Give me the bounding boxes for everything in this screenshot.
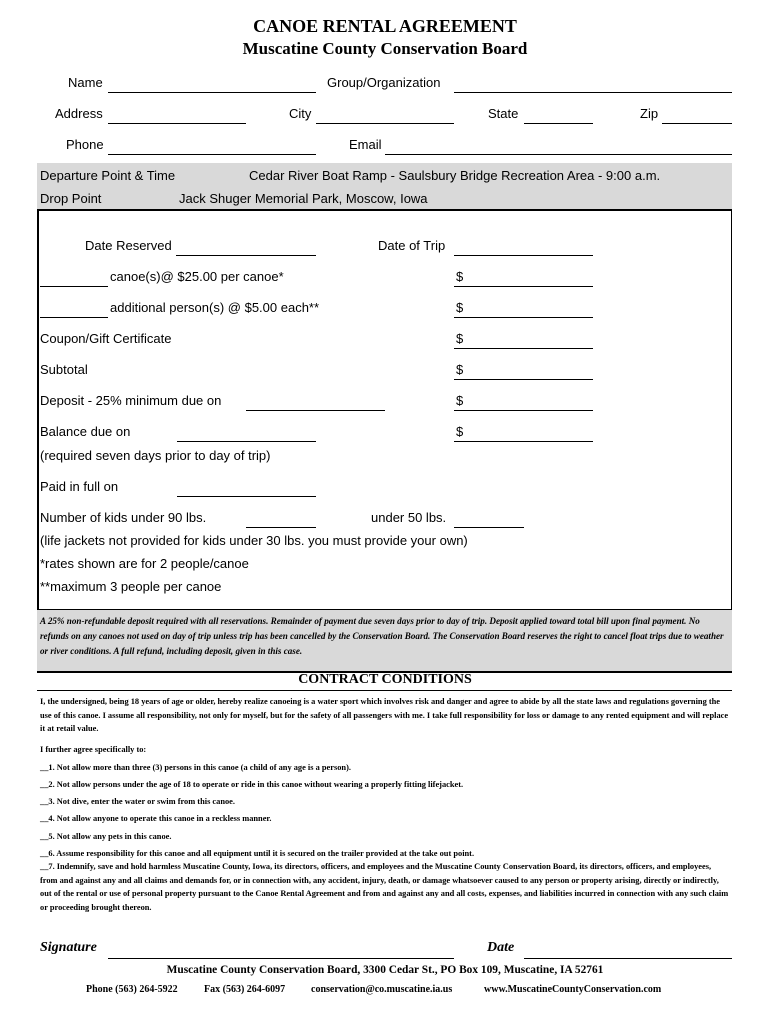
additional-count-field[interactable] bbox=[40, 317, 108, 318]
balance-note: (required seven days prior to day of trip) bbox=[40, 448, 271, 463]
under-50-label: under 50 lbs. bbox=[371, 510, 447, 525]
balance-date-field[interactable] bbox=[177, 441, 316, 442]
contract-heading: CONTRACT CONDITIONS bbox=[298, 672, 472, 687]
condition-4: __4. Not allow anyone to operate this canoe in a reckless manner. bbox=[40, 814, 272, 823]
canoes-amount-field[interactable] bbox=[454, 286, 593, 287]
additional-label: additional person(s) @ $5.00 each** bbox=[110, 300, 320, 315]
notice-top-rule bbox=[37, 609, 732, 610]
page-title: CANOE RENTAL AGREEMENT bbox=[253, 16, 517, 36]
footer-fax: Fax (563) 264-6097 bbox=[204, 984, 286, 995]
kids-under-90-label: Number of kids under 90 lbs. bbox=[40, 510, 207, 525]
signature-date-field[interactable] bbox=[524, 958, 732, 959]
footer-address: Muscatine County Conservation Board, 3300 Cedar St., PO Box 109, Muscatine, IA 52761 bbox=[166, 964, 604, 976]
state-field[interactable] bbox=[524, 123, 593, 124]
state-label: State bbox=[488, 106, 519, 121]
address-label: Address bbox=[55, 106, 103, 121]
balance-label: Balance due on bbox=[40, 424, 131, 439]
date-of-trip-label: Date of Trip bbox=[378, 238, 446, 253]
condition-6: __6. Assume responsibility for this canoe and all equipment until it is secured on the trailer provided at the take out point. bbox=[40, 849, 475, 858]
contract-intro: I, the undersigned, being 18 years of age or older, hereby realize canoeing is a water sport which involves risk and danger and agree to abide by all the state laws and regulations governing the use of this canoe. I assume all responsibility, not only for myself, but for the safety of all passengers with me. I take full responsibility for loss or damage to any rented equipment and will replace it at retail value. bbox=[40, 697, 729, 734]
booking-box-top bbox=[37, 209, 732, 211]
condition-2: __2. Not allow persons under the age of 18 to operate or ride in this canoe without wearing a properly fitting lifejacket. bbox=[40, 780, 464, 789]
booking-box-left bbox=[37, 209, 39, 672]
page-subtitle: Muscatine County Conservation Board bbox=[242, 39, 528, 58]
phone-field[interactable] bbox=[108, 154, 316, 155]
departure-label: Departure Point & Time bbox=[40, 168, 176, 183]
date-label: Date bbox=[487, 940, 515, 955]
kids-under-90-field[interactable] bbox=[246, 527, 316, 528]
phone-label: Phone bbox=[66, 137, 104, 152]
footer-phone: Phone (563) 264-5922 bbox=[86, 984, 178, 995]
email-field[interactable] bbox=[385, 154, 732, 155]
subtotal-dollar: $ bbox=[456, 362, 464, 377]
additional-amount-field[interactable] bbox=[454, 317, 593, 318]
booking-box-right bbox=[731, 209, 733, 672]
drop-label: Drop Point bbox=[40, 191, 102, 206]
footer-email-link[interactable]: conservation@co.muscatine.ia.us bbox=[311, 984, 453, 995]
subtotal-amount-field[interactable] bbox=[454, 379, 593, 380]
group-label: Group/Organization bbox=[327, 75, 441, 90]
condition-5: __5. Not allow any pets in this canoe. bbox=[40, 832, 172, 841]
further-agree: I further agree specifically to: bbox=[40, 745, 147, 754]
date-reserved-field[interactable] bbox=[176, 255, 316, 256]
paid-full-label: Paid in full on bbox=[40, 479, 119, 494]
rates-note: *rates shown are for 2 people/canoe bbox=[40, 556, 249, 571]
date-of-trip-field[interactable] bbox=[454, 255, 593, 256]
group-field[interactable] bbox=[454, 92, 732, 93]
canoes-dollar: $ bbox=[456, 269, 464, 284]
name-label: Name bbox=[68, 75, 103, 90]
email-label: Email bbox=[349, 137, 382, 152]
balance-amount-field[interactable] bbox=[454, 441, 593, 442]
signature-field[interactable] bbox=[108, 958, 454, 959]
deposit-amount-field[interactable] bbox=[454, 410, 593, 411]
deposit-dollar: $ bbox=[456, 393, 464, 408]
max-people-note: **maximum 3 people per canoe bbox=[40, 579, 222, 594]
name-field[interactable] bbox=[108, 92, 316, 93]
signature-label: Signature bbox=[40, 940, 97, 955]
footer-website-link[interactable]: www.MuscatineCountyConservation.com bbox=[484, 984, 662, 995]
condition-7: __7. Indemnify, save and hold harmless Muscatine County, Iowa, its directors, officers, and employees and the Muscatine County Conservation Board, its directors, officers, and employees, from and against any and all claims and demands for, or in connection with, any accident, injury, death, or damage whatsoever caused to any person or property arising, directly or indirectly, out of the rental or use of personal property pursuant to the Canoe Rental Agreement and from and against any and all costs, expenses, and liabilities incurred in connection with any such claim or proceeding brought thereon. bbox=[40, 862, 729, 912]
paid-full-date-field[interactable] bbox=[177, 496, 316, 497]
canoes-label: canoe(s)@ $25.00 per canoe* bbox=[110, 269, 284, 284]
city-field[interactable] bbox=[316, 123, 454, 124]
contract-rule bbox=[37, 690, 732, 691]
departure-value: Cedar River Boat Ramp - Saulsbury Bridge Recreation Area - 9:00 a.m. bbox=[249, 168, 661, 183]
subtotal-label: Subtotal bbox=[40, 362, 88, 377]
drop-value: Jack Shuger Memorial Park, Moscow, Iowa bbox=[179, 191, 428, 206]
deposit-label: Deposit - 25% minimum due on bbox=[40, 393, 222, 408]
zip-label: Zip bbox=[640, 106, 659, 121]
deposit-notice: A 25% non-refundable deposit required with all reservations. Remainder of payment due seven days prior to day of trip. Deposit applied toward total bill upon final payment. No refunds on any canoes not used on day of trip unless trip has been cancelled by the Conservation Board. The Conservation Board reserves the right to cancel float trips due to weather or river conditions. A full refund, including deposit, given in this case. bbox=[40, 616, 724, 656]
life-jacket-note: (life jackets not provided for kids under 30 lbs. you must provide your own) bbox=[40, 533, 468, 548]
under-50-field[interactable] bbox=[454, 527, 524, 528]
coupon-dollar: $ bbox=[456, 331, 464, 346]
additional-dollar: $ bbox=[456, 300, 464, 315]
zip-field[interactable] bbox=[662, 123, 732, 124]
date-reserved-label: Date Reserved bbox=[85, 238, 172, 253]
coupon-label: Coupon/Gift Certificate bbox=[40, 331, 172, 346]
coupon-amount-field[interactable] bbox=[454, 348, 593, 349]
balance-dollar: $ bbox=[456, 424, 464, 439]
condition-1: __1. Not allow more than three (3) persons in this canoe (a child of any age is a person). bbox=[40, 763, 351, 772]
address-field[interactable] bbox=[108, 123, 246, 124]
deposit-date-field[interactable] bbox=[246, 410, 385, 411]
canoes-count-field[interactable] bbox=[40, 286, 108, 287]
city-label: City bbox=[289, 106, 312, 121]
condition-3: __3. Not dive, enter the water or swim from this canoe. bbox=[40, 797, 235, 806]
